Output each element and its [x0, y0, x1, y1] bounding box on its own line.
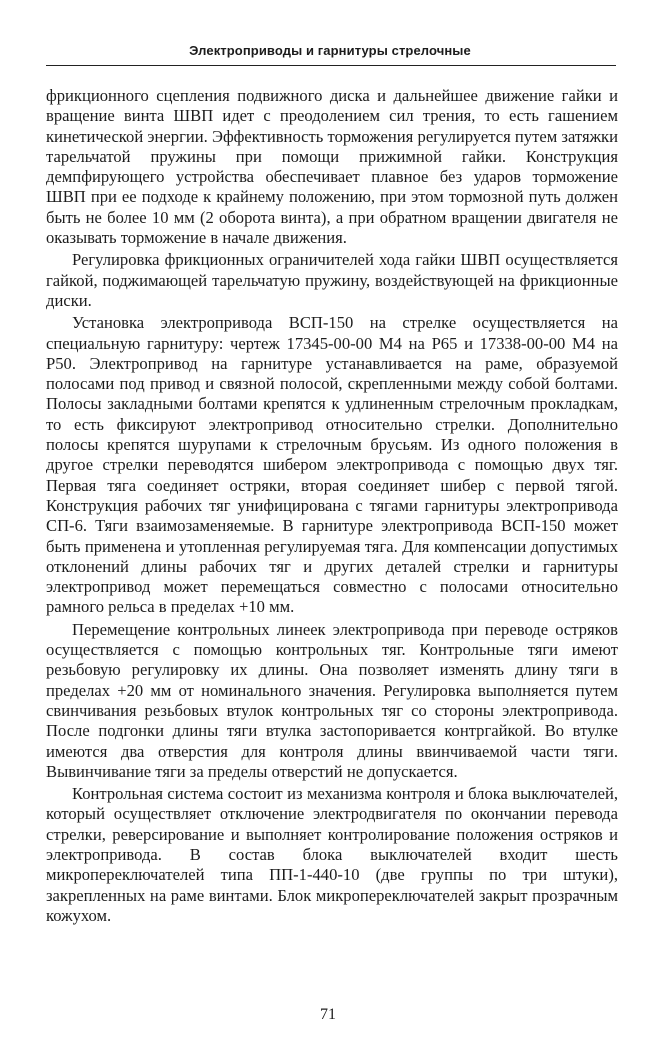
header-rule	[46, 65, 616, 66]
body-text	[46, 86, 618, 928]
paragraph: Регулировка фрикционных ограничителей хода гайки ШВП осуществляется гайкой, поджимающей тарельчатую пружину, воздействующей на фрикционные диски.	[46, 250, 618, 310]
paragraph: Перемещение контрольных линеек электропривода при переводе остряков осуществляется с помощью контрольных тяг. Контрольные тяги имеют резьбовую регулировку их длины. Она позволяет изменять длину тяги в пределах +20 мм от номинального значения. Регулировка выполняется путем свинчивания резьбовых втулок контрольных тяг со стороны электропривода. После подгонки длины тяги втулка застопоривается контргайкой. Во втулке имеются два отверстия для контроля длины ввинчиваемой части тяги. Вывинчивание тяги за пределы отверстий не допускается.	[46, 619, 618, 781]
paragraph: Контрольная система состоит из механизма контроля и блока выключателей, который осуществляет отключение электродвигателя по окончании перевода стрелки, реверсирование и выполняет контролирование положения остряков и электропривода. В состав блока выключателей входит шесть микропереключателей типа ПП-1-440-10 (две группы по три штуки), закрепленных на раме винтами. Блок микропереключателей закрыт прозрачным кожухом.	[46, 784, 618, 925]
paragraph: Установка электропривода ВСП-150 на стрелке осуществляется на специальную гарнитуру: чертеж 17345-00-00 М4 на Р65 и 17338-00-00 М4 на Р50. Электропривод на гарнитуре устанавливается на раме, образуемой полосами под привод и связной полосой, скрепленными между собой болтами. Полосы закладными болтами крепятся к удлиненным стрелочным прокладкам, то есть фиксируют электропривод относительно стрелки. Дополнительно полосы крепятся шурупами к стрелочным брусьям. Из одного положения в другое стрелки переводятся шибером электропривода с помощью двух тяг. Первая тяга соединяет остряки, вторая соединяет шибер с первой тягой. Конструкция рабочих тяг унифицирована с тягами гарнитуры электропривода СП-6. Тяги взаимозаменяемые. В гарнитуре электропривода ВСП-150 может быть применена и утопленная регулируемая тяга. Для компенсации допустимых отклонений длины рабочих тяг и других деталей стрелки и гарнитуры электропривод может перемещаться совместно с полосами относительно рамного рельса в пределах +10 мм.	[46, 313, 618, 617]
paragraph-continuation: фрикционного сцепления подвижного диска и дальнейшее движение гайки и вращение винта ШВП идет с преодолением сил трения, то есть гашением кинетической энергии. Эффективность торможения регулируется путем затяжки тарельчатой пружины при помощи прижимной гайки. Конструкция демпфирующего устройства обеспечивает плавное без ударов торможение ШВП при ее подходе к крайнему положению, при этом тормозной путь должен быть не более 10 мм (2 оборота винта), а при обратном вращении двигателя не оказывать торможение в начале движения.	[46, 86, 618, 248]
page-number: 71	[320, 1006, 336, 1023]
running-title: Электроприводы и гарнитуры стрелочные	[189, 43, 471, 58]
